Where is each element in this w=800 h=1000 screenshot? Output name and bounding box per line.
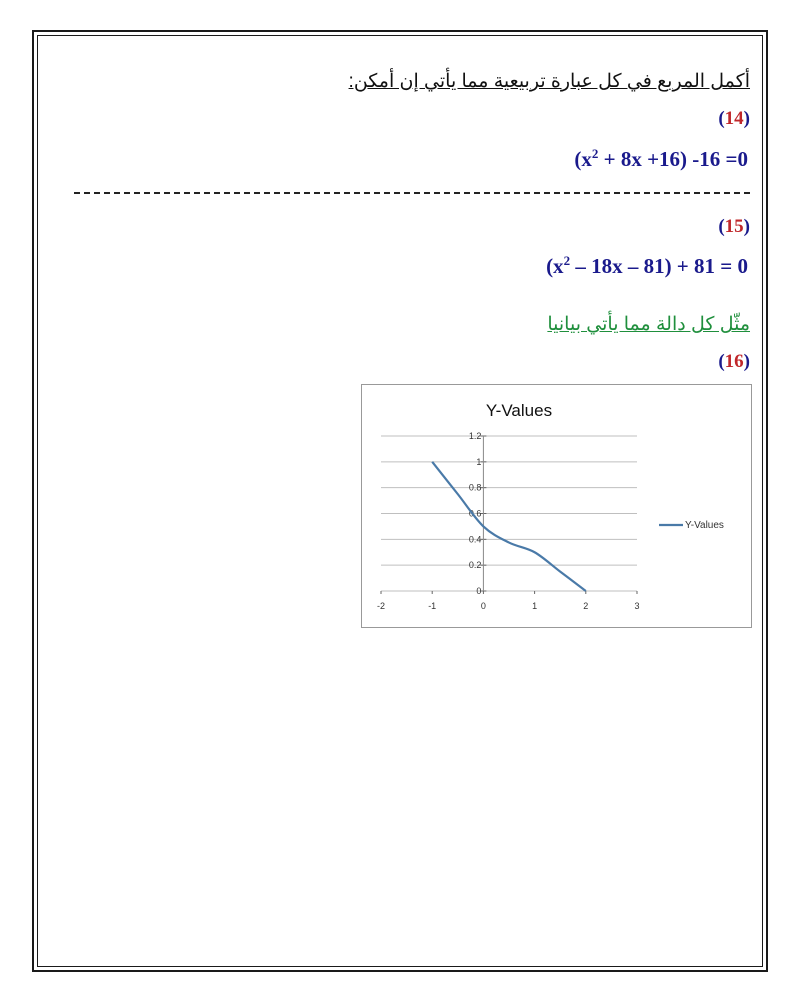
dashed-divider <box>74 192 750 194</box>
equation-14-exponent: 2 <box>591 146 599 161</box>
chart-container <box>361 384 752 628</box>
equation-15-exponent: 2 <box>563 253 571 268</box>
equation-14-rest: + 8x +16) -16 =0 <box>598 147 748 171</box>
series-line-y-values <box>432 462 586 591</box>
question-number-16-value: 16 <box>724 351 744 372</box>
x-tick-label: 0 <box>480 601 486 611</box>
y-tick-label: 0.8 <box>468 482 482 493</box>
equation-14-open: (x <box>574 147 592 171</box>
instruction-complete-square: أكمل المربع في كل عبارة تربيعية مما يأتي إن أمكن: <box>348 71 750 92</box>
legend-label: Y-Values <box>685 520 724 531</box>
x-tick-label: 3 <box>634 601 640 611</box>
x-tick-label: 1 <box>532 601 538 611</box>
equation-14 <box>574 146 748 172</box>
x-tick-label: 2 <box>583 601 589 611</box>
y-tick-label: 0.2 <box>468 560 482 571</box>
y-tick-label: 0 <box>476 586 482 596</box>
x-tick-label: -1 <box>428 601 437 611</box>
question-number-15: (15) <box>718 216 750 237</box>
instruction-graph: مثّل كل دالة مما يأتي بيانيا <box>547 314 750 335</box>
y-tick-label: 0.6 <box>468 508 482 519</box>
equation-15-rest: – 18x – 81) + 81 = 0 <box>570 254 748 278</box>
equation-15 <box>546 253 748 279</box>
question-number-16: (16) <box>718 351 750 372</box>
x-tick-label: -2 <box>376 601 386 611</box>
chart-title: Y-Values <box>485 401 553 420</box>
line-chart <box>362 385 751 627</box>
y-tick-label: 0.4 <box>468 534 482 545</box>
equation-15-open: (x <box>546 254 564 278</box>
question-number-14-value: 14 <box>724 108 744 129</box>
question-number-15-value: 15 <box>724 216 744 237</box>
y-tick-label: 1 <box>476 456 482 467</box>
y-tick-label: 1.2 <box>468 431 482 441</box>
question-number-14: (14) <box>718 108 750 129</box>
